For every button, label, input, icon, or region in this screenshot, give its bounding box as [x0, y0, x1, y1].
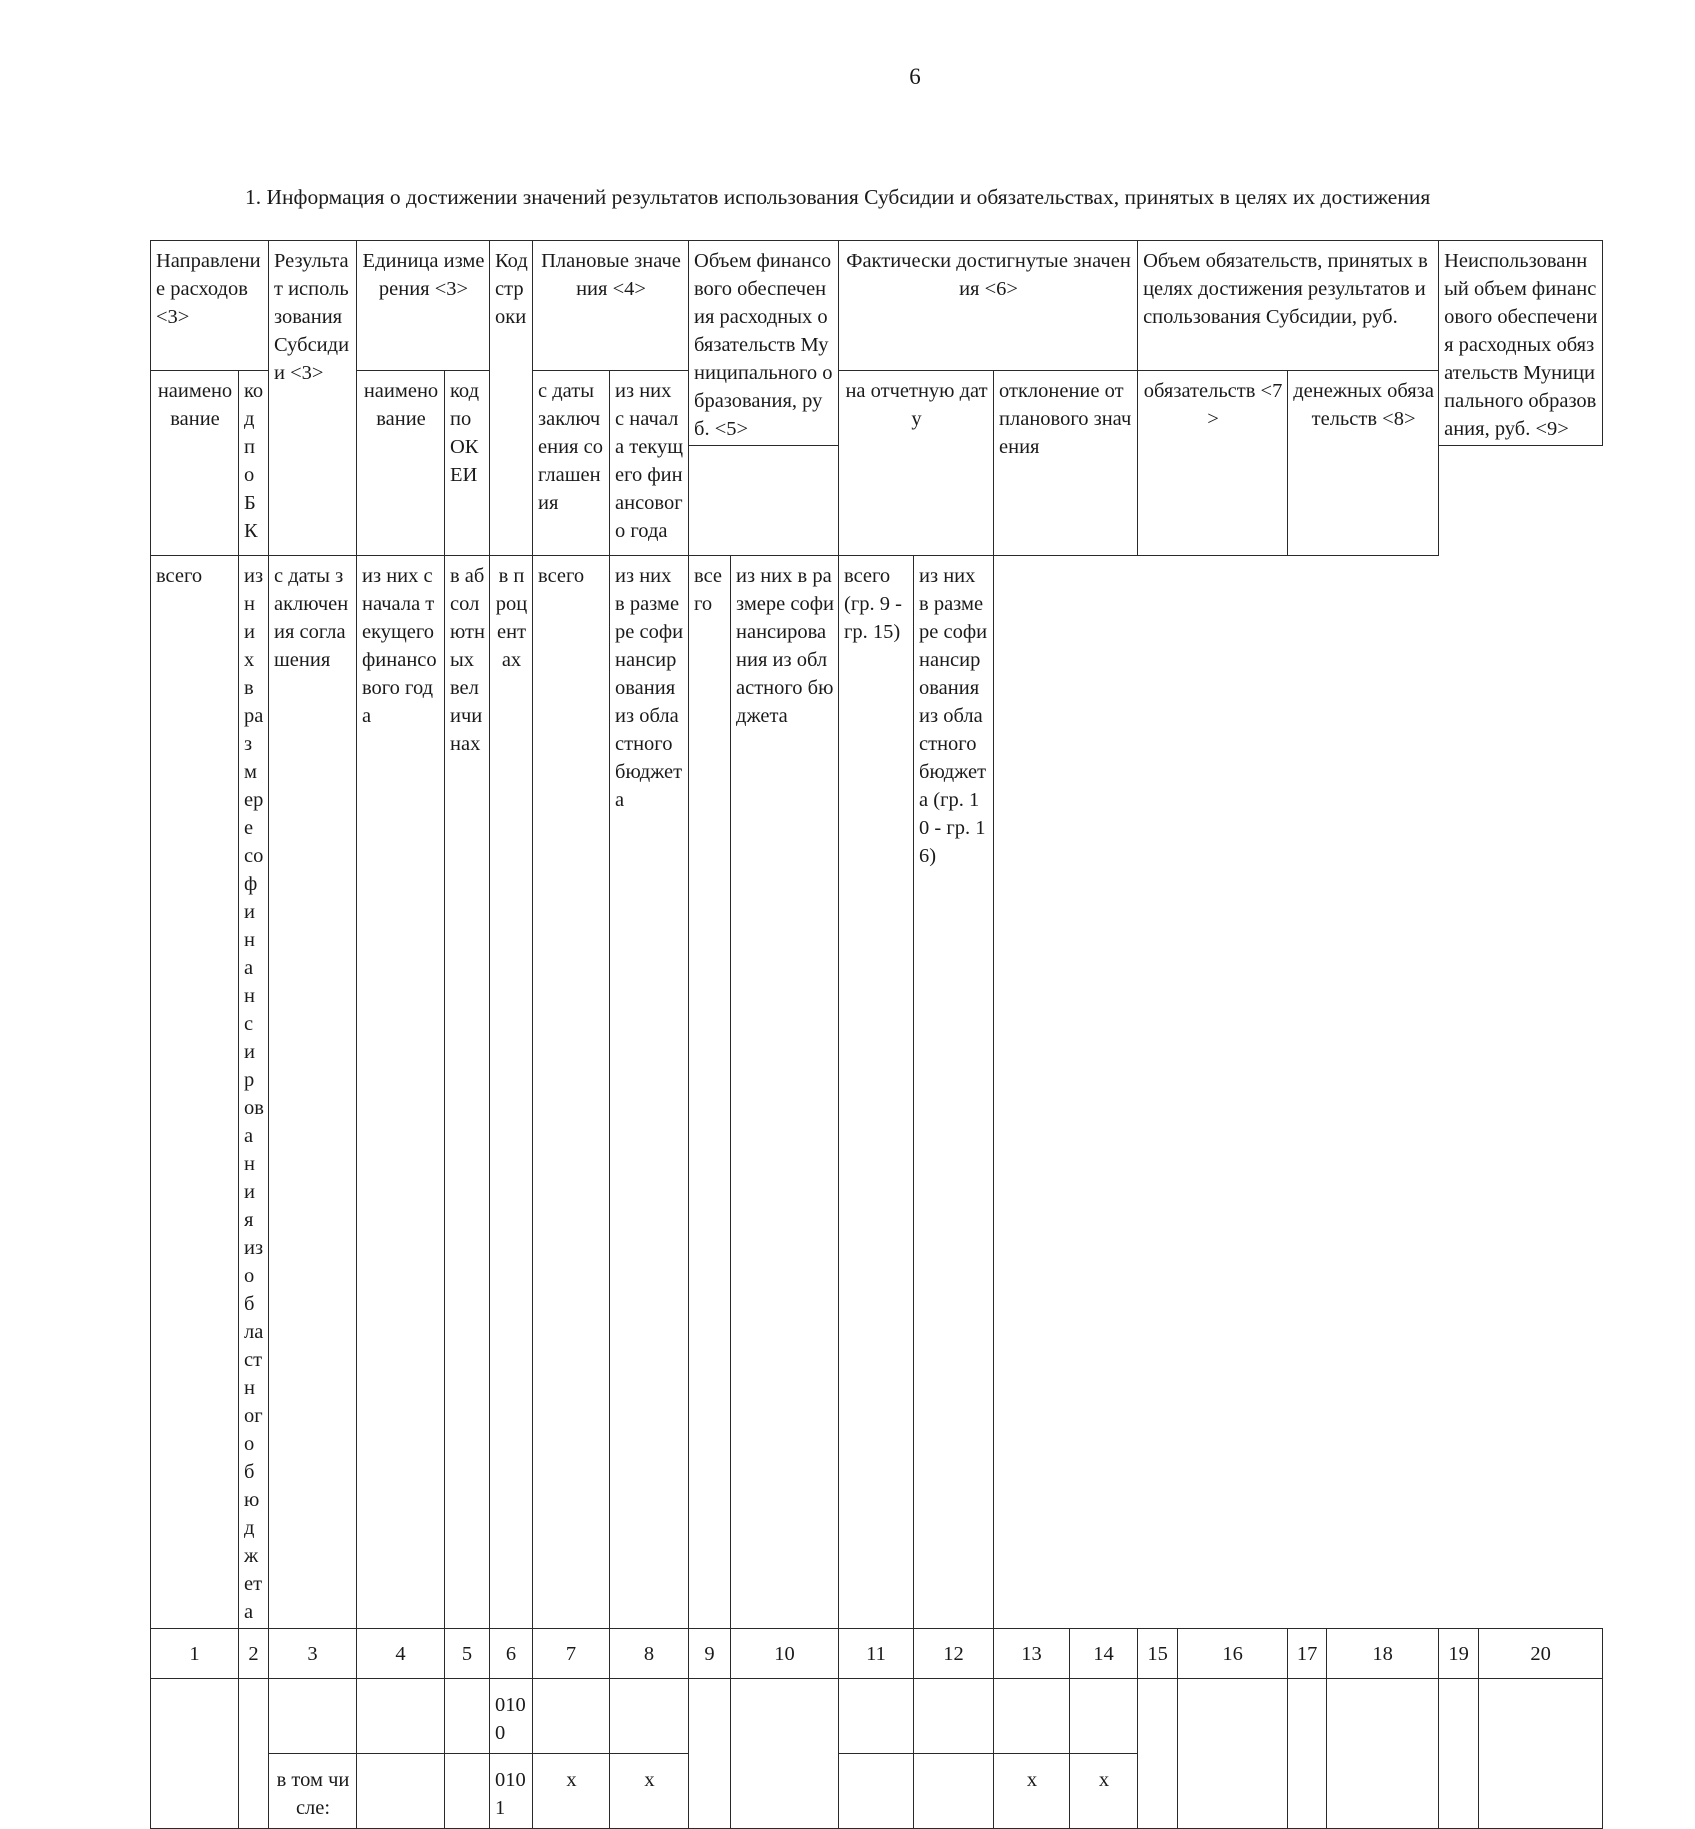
- header-oblig-total: всего: [533, 556, 610, 1629]
- column-number: 3: [269, 1629, 357, 1679]
- data-cell: [731, 1679, 839, 1829]
- x-mark-cell: x: [1070, 1754, 1138, 1829]
- row-code-cell: 0101: [490, 1754, 533, 1829]
- header-funding-total: всего: [151, 556, 239, 1629]
- data-cell: [445, 1679, 490, 1754]
- header-planned: Плановые значения <4>: [533, 241, 689, 371]
- header-actual: Фактически достигнутые значения <6>: [839, 241, 1138, 371]
- header-unit: Единица измерения <3>: [357, 241, 490, 371]
- header-money-total: всего: [689, 556, 731, 1629]
- header-planned-year: из них с начала текущего финансового года: [610, 371, 689, 556]
- column-number: 4: [357, 1629, 445, 1679]
- x-mark-cell: x: [994, 1754, 1070, 1829]
- data-cell: [1327, 1679, 1439, 1829]
- header-result: Результат использования Субсидии <3>: [269, 241, 357, 556]
- column-number: 16: [1178, 1629, 1288, 1679]
- data-cell: [239, 1679, 269, 1829]
- header-actual-report-date: на отчетную дату: [839, 371, 994, 556]
- header-deviation: отклонение от планового значения: [994, 371, 1138, 556]
- header-funding-cofin: из них в размере софинансирования из областного бюджета: [239, 556, 269, 1629]
- header-obligations-monetary: денежных обязательств <8>: [1288, 371, 1439, 556]
- page-number: 6: [909, 64, 921, 89]
- header-obligations-main: обязательств <7>: [1138, 371, 1288, 556]
- data-cell: [839, 1679, 914, 1754]
- data-cell: [1070, 1679, 1138, 1754]
- data-cell: [269, 1679, 357, 1754]
- column-number: 8: [610, 1629, 689, 1679]
- column-number: 15: [1138, 1629, 1178, 1679]
- column-number: 13: [994, 1629, 1070, 1679]
- data-cell: [994, 1679, 1070, 1754]
- column-number: 17: [1288, 1629, 1327, 1679]
- column-number: 12: [914, 1629, 994, 1679]
- header-direction: Направление расходов <3>: [151, 241, 269, 371]
- row-label-cell: в том числе:: [269, 1754, 357, 1829]
- header-funding: Объем финансового обеспечения расходных обязательств Муниципального образования, руб. <5>: [689, 241, 839, 446]
- x-mark-cell: x: [610, 1754, 689, 1829]
- column-number: 19: [1439, 1629, 1479, 1679]
- header-row-code: Код строки: [490, 241, 533, 556]
- header-actual-agreement: с даты заключения соглашения: [269, 556, 357, 1629]
- header-unused-cofin: из них в размере софинансирования из областного бюджета (гр. 10 - гр. 16): [914, 556, 994, 1629]
- header-deviation-abs: в абсолютных величинах: [445, 556, 490, 1629]
- data-cell: [689, 1679, 731, 1829]
- data-cell: [914, 1754, 994, 1829]
- data-cell: [1439, 1679, 1479, 1829]
- data-cell: [1479, 1679, 1603, 1829]
- header-unused: Неиспользованный объем финансового обеспечения расходных обязательств Муниципального образования, руб. <9>: [1439, 241, 1603, 446]
- header-obligations: Объем обязательств, принятых в целях достижения результатов использования Субсидии, руб.: [1138, 241, 1439, 371]
- column-number: 20: [1479, 1629, 1603, 1679]
- column-numbers-row: [151, 1629, 1603, 1679]
- header-unit-name: наименование: [357, 371, 445, 556]
- header-direction-name: наименование: [151, 371, 239, 556]
- header-deviation-pct: в процентах: [490, 556, 533, 1629]
- data-cell: [914, 1679, 994, 1754]
- section-title: 1. Информация о достижении значений результатов использования Субсидии и обязательствах, принятых в целях их достижения: [245, 185, 1431, 209]
- column-number: 18: [1327, 1629, 1439, 1679]
- column-number: 10: [731, 1629, 839, 1679]
- x-mark-cell: x: [533, 1754, 610, 1829]
- header-money-cofin: из них в размере софинансирования из областного бюджета: [731, 556, 839, 1629]
- column-number: 5: [445, 1629, 490, 1679]
- column-number: 2: [239, 1629, 269, 1679]
- data-cell: [357, 1754, 445, 1829]
- column-number: 9: [689, 1629, 731, 1679]
- column-number: 6: [490, 1629, 533, 1679]
- data-cell: [445, 1754, 490, 1829]
- header-direction-bk: код по БК: [239, 371, 269, 556]
- data-cell: [1138, 1679, 1178, 1829]
- row-code-cell: 0100: [490, 1679, 533, 1754]
- header-oblig-cofin: из них в размере софинансирования из областного бюджета: [610, 556, 689, 1629]
- data-cell: [357, 1679, 445, 1754]
- data-cell: [151, 1679, 239, 1829]
- column-number: 7: [533, 1629, 610, 1679]
- data-cell: [1178, 1679, 1288, 1829]
- data-cell: [533, 1679, 610, 1754]
- header-unused-total: всего (гр. 9 - гр. 15): [839, 556, 914, 1629]
- header-actual-year: из них с начала текущего финансового года: [357, 556, 445, 1629]
- data-cell: [839, 1754, 914, 1829]
- data-cell: [1288, 1679, 1327, 1829]
- data-cell: [610, 1679, 689, 1754]
- column-number: 14: [1070, 1629, 1138, 1679]
- results-table: [150, 240, 1603, 1829]
- header-planned-agreement: с даты заключения соглашения: [533, 371, 610, 556]
- table-row: [151, 1679, 1603, 1754]
- column-number: 1: [151, 1629, 239, 1679]
- header-unit-okei: код по ОКЕИ: [445, 371, 490, 556]
- column-number: 11: [839, 1629, 914, 1679]
